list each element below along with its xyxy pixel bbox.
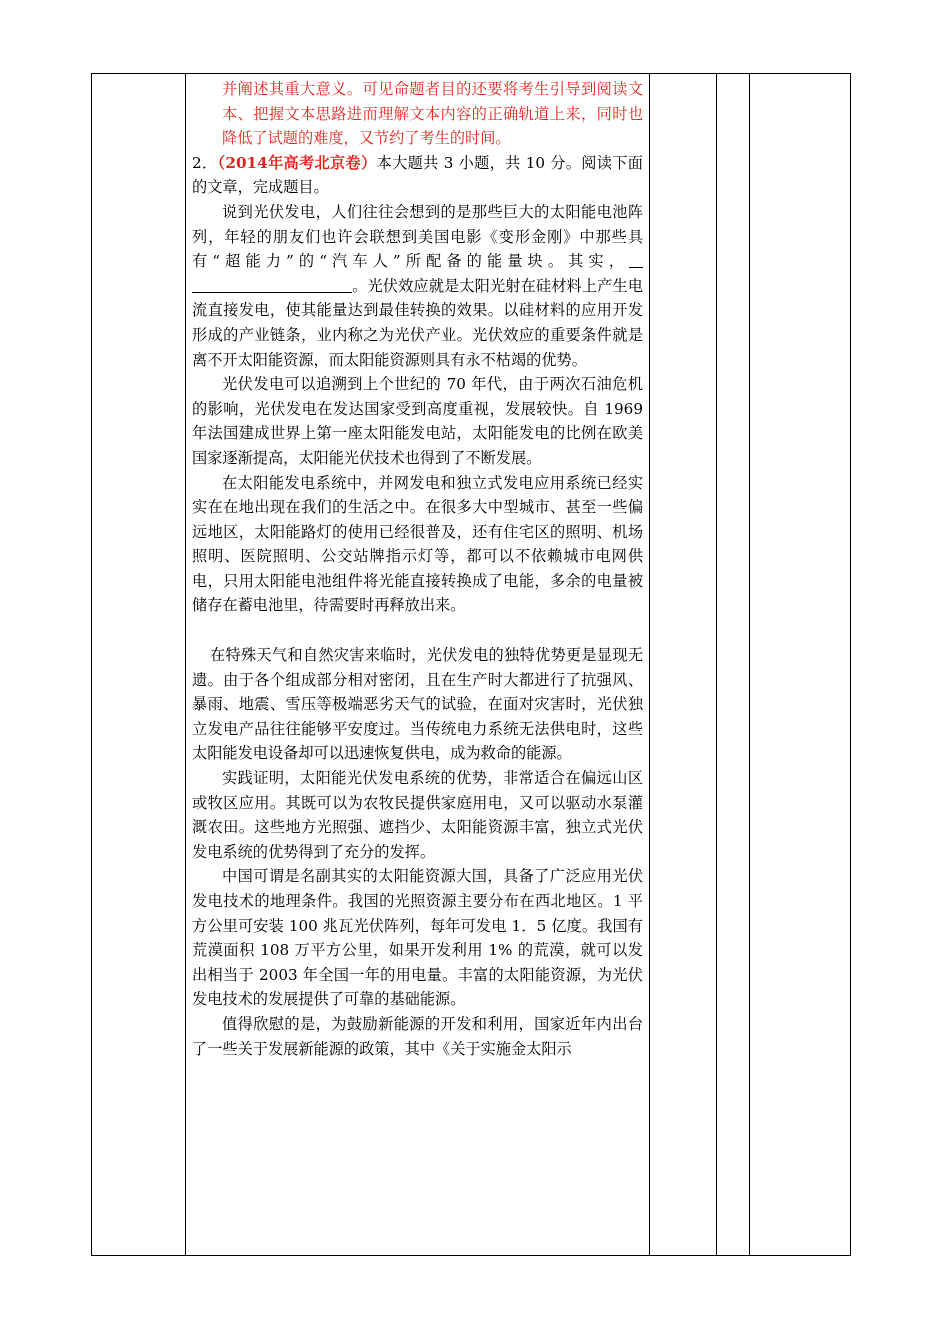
question-number: 2． [192, 153, 218, 172]
question-heading [192, 151, 643, 200]
answer-blank-start [629, 252, 643, 268]
paragraph-3: 在太阳能发电系统中，并网发电和独立式发电应用系统已经实实在在地出现在我们的生活之中。在很多大中型城市、甚至一些偏远地区，太阳能路灯的使用已经很普及，还有住宅区的照明、机场照明、医院照明、公交站牌指示灯等，都可以不依赖城市电网供电，只用太阳能电池组件将光能直接转换成了电能，多余的电量被储存在蓄电池里，待需要时再释放出来。 [192, 473, 643, 615]
paragraph-gap [192, 618, 643, 643]
intro-red-text: 并阐述其重大意义。可见命题者目的还要将考生引导到阅读文本、把握文本思路进而理解文本内容的正确轨道上来，同时也降低了试题的难度，又节约了考生的时间。 [222, 80, 643, 148]
question-source: （2014年高考北京卷） [217, 153, 377, 172]
paragraph-1: 说到光伏发电，人们往往会想到的是那些巨大的太阳能电池阵列，年轻的朋友们也许会联想到美国电影《变形金刚》中那些具有“超能力”的“汽车人”所配备的能量块。其实，。光伏效应就是太阳光射在硅材料上产生电流直接发电，使其能量达到最佳转换的效果。以硅材料的应用开发形成的产业链条，业内称之为光伏产业。光伏效应的重要条件就是离不开太阳能资源，而太阳能资源则具有永不枯竭的优势。 [192, 202, 643, 369]
content-table [91, 73, 851, 1256]
paragraph-7: 值得欣慰的是，为鼓励新能源的开发和利用，国家近年内出台了一些关于发展新能源的政策，其中《关于实施金太阳示 [192, 1014, 643, 1058]
main-content-cell [186, 74, 650, 1256]
question-description: 本大题共 3 小题，共 10 分。阅读下面的文章，完成题目。 [192, 153, 643, 197]
paragraph-6: 中国可谓是名副其实的太阳能资源大国，具备了广泛应用光伏发电技术的地理条件。我国的光照资源主要分布在西北地区。1 平方公里可安装 100 兆瓦光伏阵列，每年可发电 1．5 亿度。我国有荒漠面积 108 万平方公里，如果开发利用 1% 的荒漠，就可以发出相当于 2003 年全国一年的用电量。丰富的太阳能资源，为光伏发电技术的发展提供了可靠的基础能源。 [192, 867, 643, 1009]
paragraph-2: 光伏发电可以追溯到上个世纪的 70 年代，由于两次石油危机的影响，光伏发电在发达国家受到高度重视，发展较快。自 1969 年法国建成世界上第一座太阳能发电站，太阳能发电的比例在欧美国家逐渐提高，太阳能光伏技术也得到了不断发展。 [192, 375, 643, 467]
paragraph-4: 在特殊天气和自然灾害来临时，光伏发电的独特优势更是显现无遗。由于各个组成部分相对密闭，且在生产时大都进行了抗强风、暴雨、地震、雪压等极端恶劣天气的试验，在面对灾害时，光伏独立发电产品往往能够平安度过。当传统电力系统无法供电时，这些太阳能发电设备却可以迅速恢复供电，成为救命的能源。 [192, 646, 643, 763]
paragraph-5: 实践证明，太阳能光伏发电系统的优势，非常适合在偏远山区或牧区应用。其既可以为农牧民提供家庭用电，又可以驱动水泵灌溉农田。这些地方光照强、遮挡少、太阳能资源丰富，独立式光伏发电系统的优势得到了充分的发挥。 [192, 769, 643, 861]
left-column-cell [92, 74, 186, 1256]
column-4-cell [717, 74, 750, 1256]
column-5-cell [750, 74, 851, 1256]
answer-blank [192, 277, 352, 293]
column-3-cell [650, 74, 717, 1256]
